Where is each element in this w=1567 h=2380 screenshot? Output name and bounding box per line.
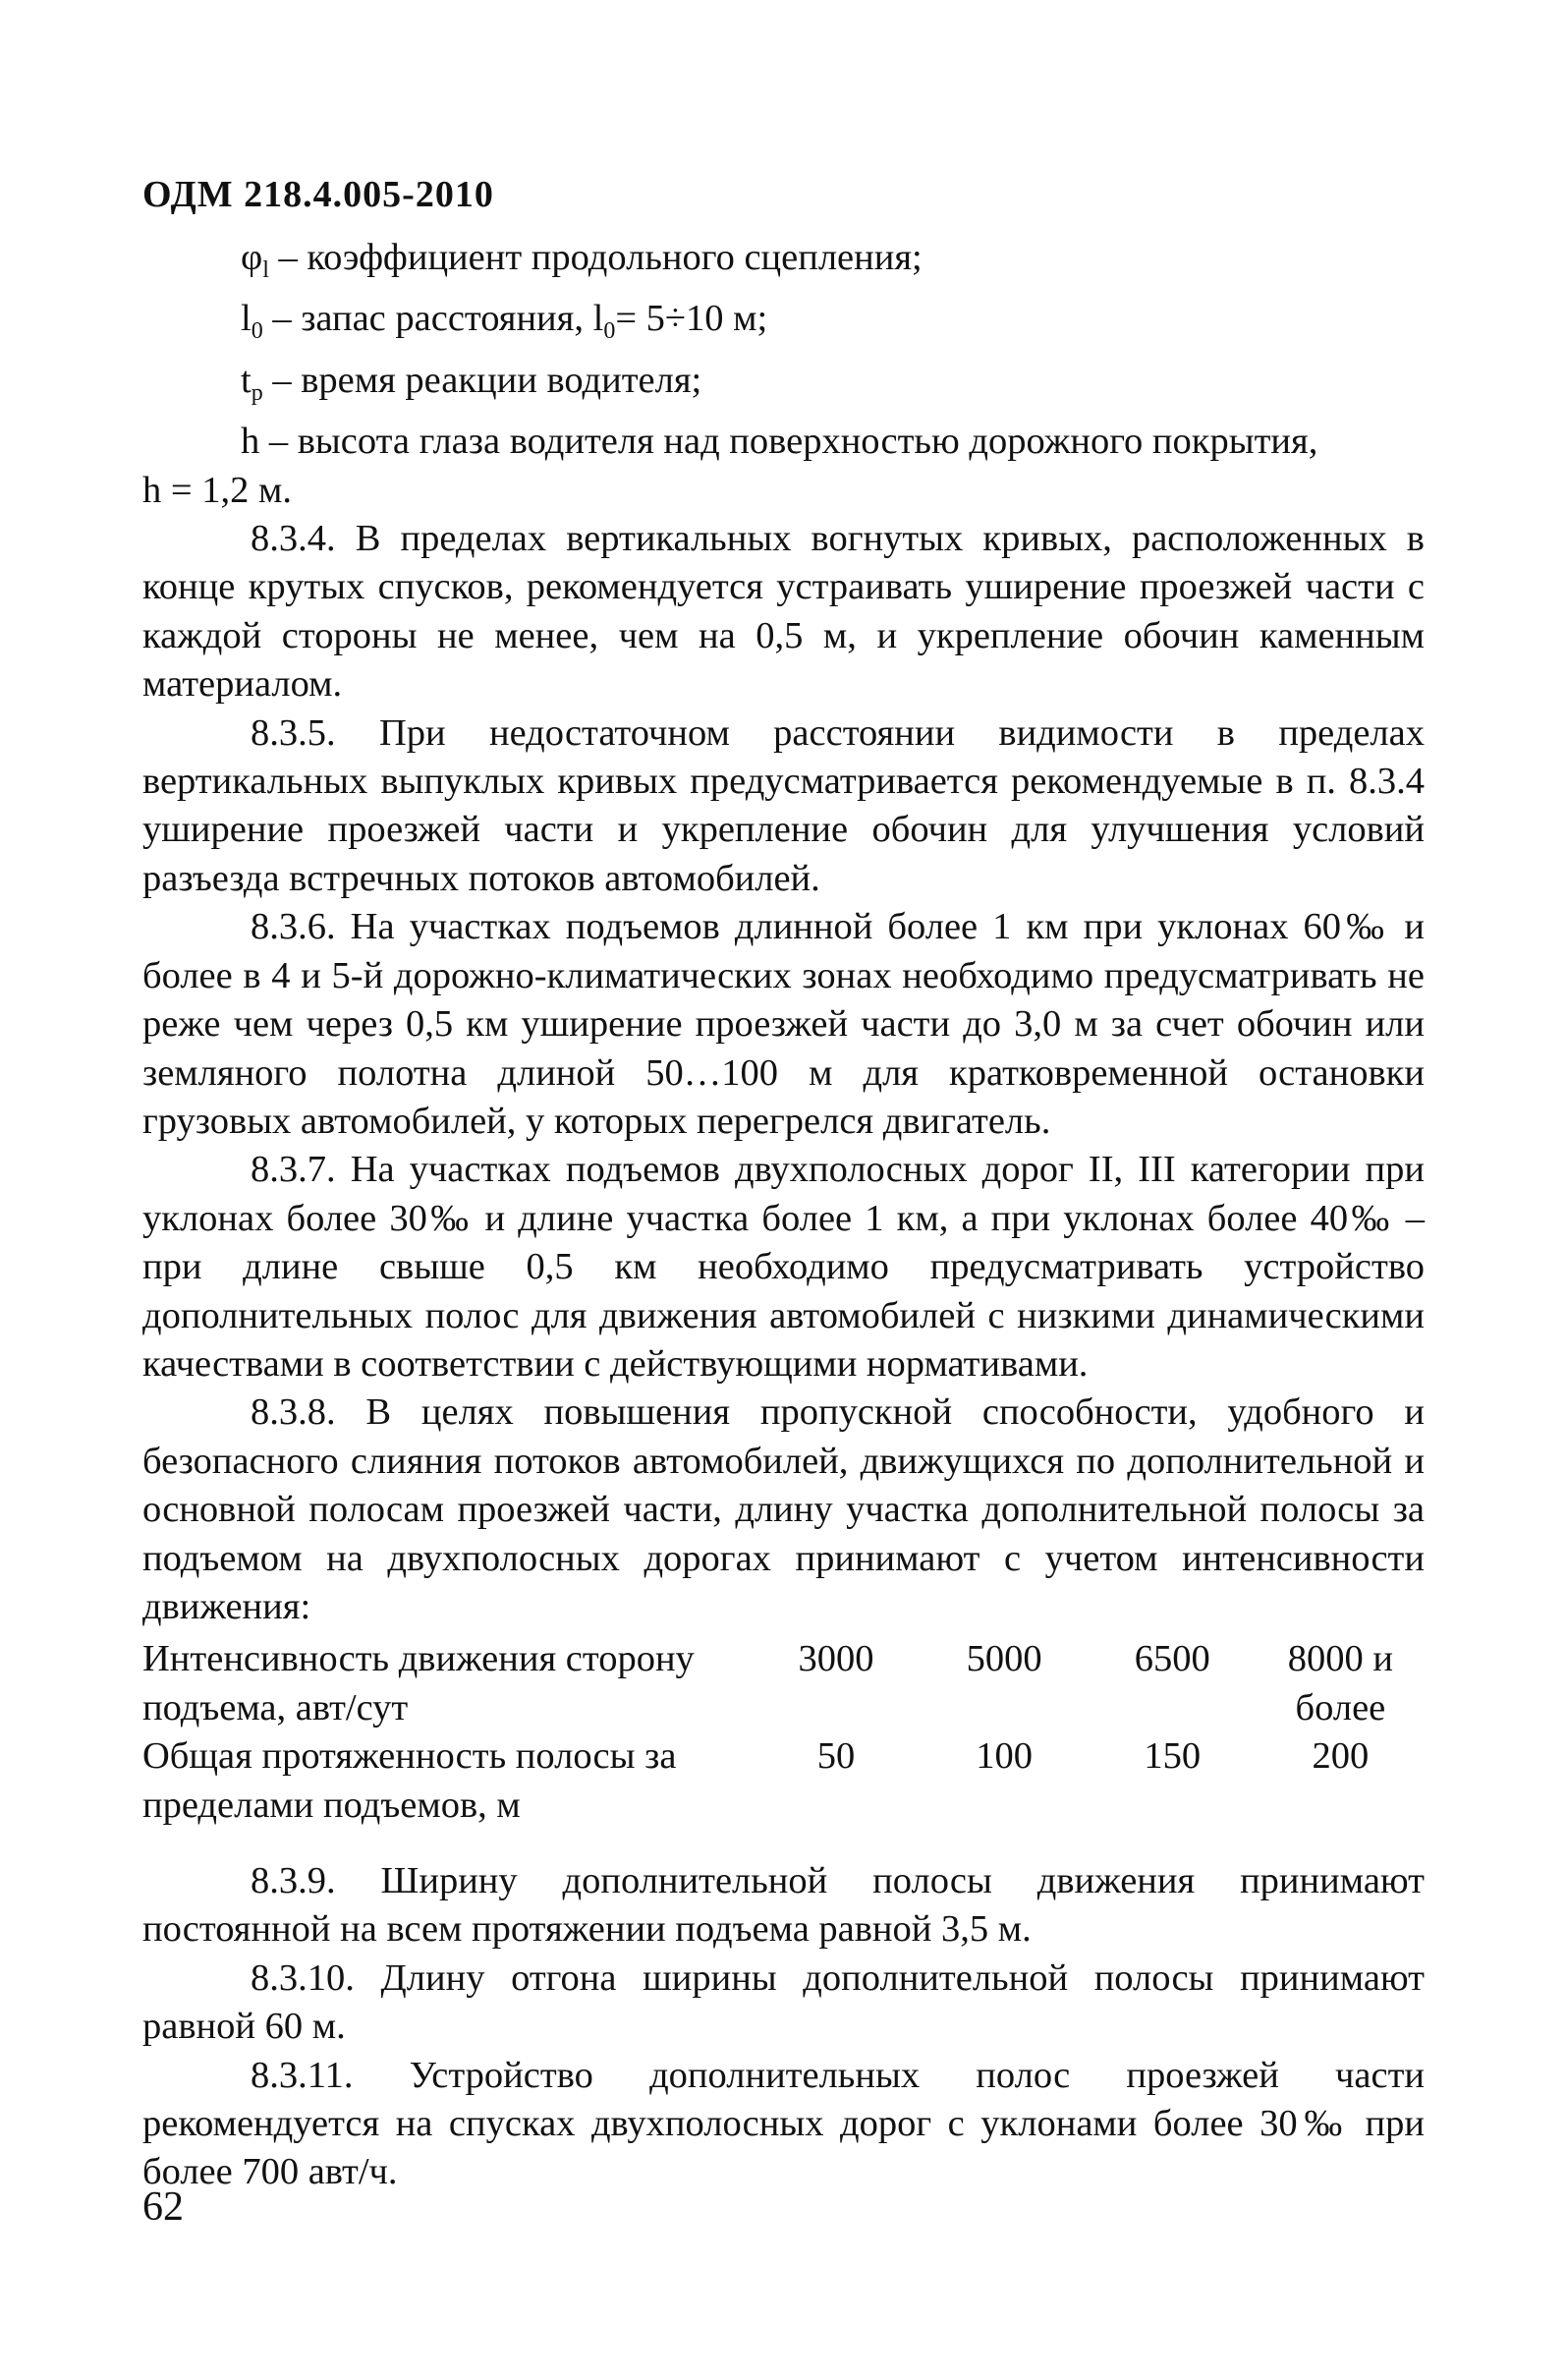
symbol-legend: [142, 234, 1425, 515]
legend-item: [142, 357, 1425, 418]
legend-symbol: t: [241, 359, 252, 401]
legend-item: [142, 295, 1425, 356]
legend-subscript: 0: [603, 318, 616, 345]
legend-symbol: l: [592, 298, 604, 340]
table-cell: 8000 и более: [1287, 1638, 1394, 1728]
page-body: [142, 167, 1425, 2197]
paragraph-8-3-5: 8.3.5. При недостаточном расстоянии видимости в пределах вертикальных выпуклых кривых предусматривается рекомендуемые в п. 8.3.4 уширение проезжей части и укрепление обочин для улучшения условий разъезда встречных потоков автомобилей.: [142, 711, 1425, 899]
table-row-label: Общая протяженность полосы за пределами подъемов, м: [142, 1735, 677, 1826]
legend-text: = 5÷10 м;: [615, 298, 768, 340]
paragraph-8-3-6: 8.3.6. На участках подъемов длинной более 1 км при уклонах 60‰ и более в 4 и 5-й дорожно-климатических зонах необходимо предусматривать не реже чем через 0,5 км уширение проезжей части до 3,0 м за счет обочин или земляного полотна длиной 50…100 м для кратковременной остановки грузовых автомобилей, у которых перегрелся двигатель.: [142, 906, 1425, 1142]
paragraph-8-3-7: 8.3.7. На участках подъемов двухполосных дорог II, III категории при уклонах более 30‰ и длине участка более 1 км, а при уклонах более 40‰ – при длине свыше 0,5 км необходимо предусматривать устройство дополнительных полос для движения автомобилей с низкими динамическими качествами в соответствии с действующими нормативами.: [142, 1149, 1425, 1385]
table-cell: 200: [1312, 1735, 1370, 1778]
legend-subscript: l: [262, 257, 269, 283]
legend-item: [142, 234, 1425, 295]
paragraph-8-3-9: 8.3.9. Ширину дополнительной полосы движения принимают постоянной на всем протяжении подъема равной 3,5 м.: [142, 1860, 1425, 1951]
legend-continuation: h = 1,2 м.: [142, 469, 292, 511]
table-cell: 150: [1144, 1735, 1202, 1778]
legend-subscript: 0: [251, 318, 263, 345]
page-number: 62: [142, 2184, 184, 2230]
legend-symbol: φ: [241, 237, 263, 278]
legend-text: – запас расстояния,: [262, 298, 593, 340]
paragraph-8-3-8: 8.3.8. В целях повышения пропускной способности, удобного и безопасного слияния потоков автомобилей, движущихся по дополнительной и основной полосам проезжей части, длину участка дополнительной полосы за подъемом на двухполосных дорогах принимают с учетом интенсивности движения:: [142, 1391, 1425, 1627]
paragraph-8-3-11: 8.3.11. Устройство дополнительных полос проезжей части рекомендуется на спусках двухполосных дорог с уклонами более 30‰ при более 700 авт/ч.: [142, 2054, 1425, 2193]
legend-text: – время реакции водителя;: [262, 359, 702, 401]
paragraph-8-3-4: 8.3.4. В пределах вертикальных вогнутых кривых, расположенных в конце крутых спусков, рекомендуется устраивать уширение проезжей части с каждой стороны не менее, чем на 0,5 м, и укрепление обочин каменным материалом.: [142, 518, 1425, 706]
table-cell: 50: [816, 1735, 856, 1778]
legend-item: [142, 418, 1425, 466]
table-row-label: Интенсивность движения сторону подъема, авт/сут: [142, 1638, 695, 1728]
legend-symbol: l: [241, 298, 252, 340]
intensity-table: [142, 1635, 1425, 1830]
legend-subscript: р: [251, 379, 263, 406]
paragraph-8-3-10: 8.3.10. Длину отгона ширины дополнительной полосы принимают равной 60 м.: [142, 1956, 1425, 2048]
table-cell: 5000: [966, 1638, 1042, 1680]
table-cell: 3000: [798, 1638, 874, 1680]
legend-text: – коэффициент продольного сцепления;: [268, 237, 923, 278]
legend-text: – высота глаза водителя над поверхностью дорожного покрытия,: [259, 421, 1318, 463]
document-code: ОДМ 218.4.005-2010: [142, 174, 494, 215]
table-row: [142, 1635, 1425, 1732]
table-cell: 6500: [1134, 1638, 1210, 1680]
table-cell: 100: [976, 1735, 1034, 1778]
legend-symbol: h: [241, 421, 260, 463]
table-row: [142, 1732, 1425, 1830]
